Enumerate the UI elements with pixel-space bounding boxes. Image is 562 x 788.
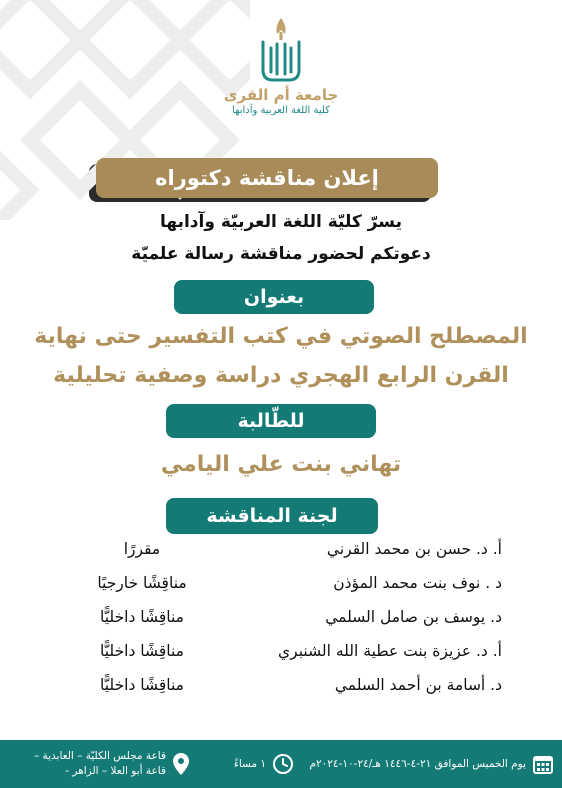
committee-row bbox=[40, 540, 502, 574]
committee-label-pill bbox=[166, 498, 378, 534]
committee-list bbox=[40, 540, 502, 710]
committee-row bbox=[40, 642, 502, 676]
university-name: جامعة أم القرى bbox=[223, 86, 339, 104]
clock-icon bbox=[272, 753, 294, 775]
university-emblem-icon bbox=[253, 14, 309, 84]
member-role: مناقِشًا داخليًّا bbox=[100, 676, 184, 694]
college-name: كلية اللغة العربية وآدابها bbox=[232, 105, 330, 116]
member-role: مناقِشًا داخليًّا bbox=[100, 608, 184, 626]
intro-line-2: دعوتكم لحضور مناقشة رسالة علميّة bbox=[131, 244, 431, 264]
student-name: تهاني بنت علي اليامي bbox=[160, 452, 402, 477]
event-time: ١ مساءً bbox=[233, 757, 266, 770]
committee-row bbox=[40, 608, 502, 642]
thesis-title-line-2: القرن الرابع الهجري دراسة وصفية تحليلية bbox=[53, 363, 509, 388]
committee-row bbox=[40, 676, 502, 710]
member-name: د. أسامة بن أحمد السلمي bbox=[334, 676, 502, 694]
footer-time bbox=[234, 740, 294, 788]
intro-line-1: يسرّ كليّة اللغة العربيّة وآدابها bbox=[159, 212, 402, 232]
member-name: أ. د. حسن بن محمد القرني bbox=[326, 540, 502, 558]
university-logo bbox=[201, 14, 361, 116]
committee-label: لجنة المناقشة bbox=[206, 505, 338, 527]
event-date: يوم الخميس الموافق ٢١-٤-١٤٤٦ هـ/٢٤-١٠-٢٠٢٤م bbox=[309, 757, 526, 770]
title-label-pill bbox=[174, 280, 374, 314]
footer-date bbox=[310, 740, 555, 788]
member-name: أ. د. عزيزة بنت عطية الله الشنبري bbox=[278, 642, 502, 660]
member-role: مقررًا bbox=[123, 540, 161, 558]
thesis-title-line-1: المصطلح الصوتي في كتب التفسير حتى نهاية bbox=[34, 324, 528, 349]
announcement-banner bbox=[96, 158, 438, 198]
committee-row bbox=[40, 574, 502, 608]
member-role: مناقِشًا خارجيًا bbox=[97, 574, 187, 592]
member-role: مناقِشًا داخليًّا bbox=[100, 642, 184, 660]
member-name: د . نوف بنت محمد المؤذن bbox=[333, 574, 502, 592]
location-line-2: قاعة أبو العلا – الزاهر - bbox=[65, 765, 166, 777]
location-line-1: قاعة مجلس الكليّة – العابدية – bbox=[33, 750, 166, 762]
event-location bbox=[34, 749, 166, 779]
calendar-icon bbox=[532, 753, 554, 775]
member-name: د. يوسف بن صامل السلمي bbox=[325, 608, 502, 626]
student-label-pill bbox=[166, 404, 376, 438]
location-pin-icon bbox=[172, 752, 190, 776]
title-label: بعنوان bbox=[243, 286, 305, 308]
footer-location bbox=[34, 740, 190, 788]
announcement-title: إعلان مناقشة دكتوراه bbox=[155, 166, 379, 190]
event-footer bbox=[0, 740, 562, 788]
student-label: للطّالبة bbox=[237, 410, 305, 432]
